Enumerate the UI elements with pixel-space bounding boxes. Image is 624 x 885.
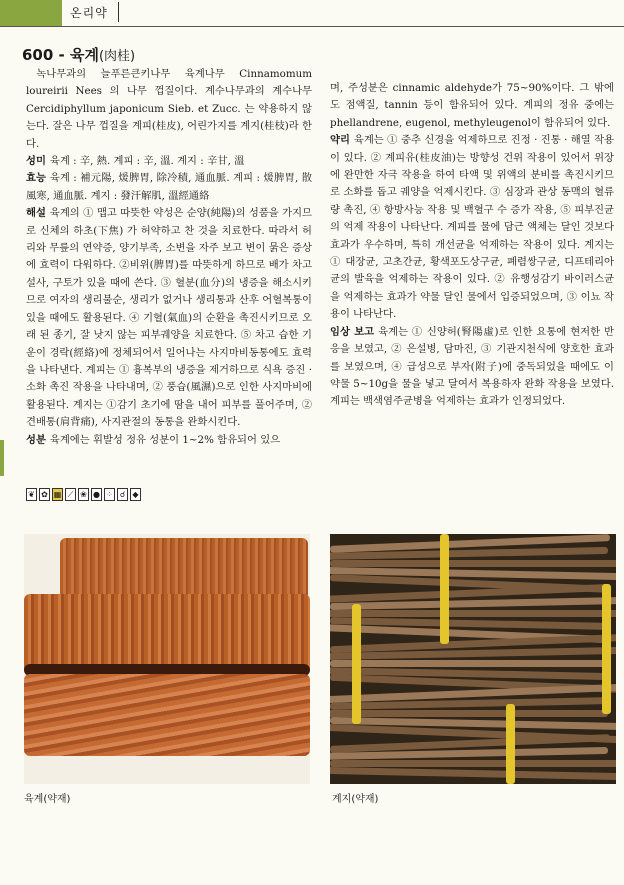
root-icon: ☌	[117, 488, 128, 501]
twig	[330, 760, 616, 767]
header-divider	[118, 2, 119, 22]
drop-icon: ◆	[130, 488, 141, 501]
seongmi-text: 육계 : 辛, 熱. 계피 : 辛, 溫. 계지 : 辛甘, 溫	[49, 155, 245, 168]
bark-piece-bottom	[24, 674, 310, 756]
branch-icon: ⟋	[65, 488, 76, 501]
yakri-section	[330, 132, 614, 323]
string-tie	[352, 604, 361, 724]
haeseol-section	[26, 205, 312, 431]
haeseol-label: 해설	[26, 207, 46, 220]
string-tie	[440, 534, 449, 644]
twig	[330, 710, 608, 717]
clinical-section	[330, 324, 614, 411]
twig	[330, 560, 616, 567]
leaf-icon: ❦	[26, 488, 37, 501]
caption-twigs: 계지(약재)	[332, 794, 379, 805]
seongbun-section	[26, 432, 312, 449]
hyoneung-section	[26, 170, 312, 205]
flower-icon: ❀	[78, 488, 89, 501]
hyoneung-text: 육계 : 補元陽, 煖脾胃, 除冷積, 通血脈. 계피 : 煖脾胃, 散風寒, 通血脈. 계지 : 發汗解肌, 溫經通絡	[26, 172, 312, 202]
bark-roll-top	[60, 538, 308, 600]
seongmi-section	[26, 153, 312, 170]
haeseol-text: 육계의 ① 맵고 따뜻한 약성은 순양(純陽)의 성품을 가지므로 신체의 하초(下焦) 가 허약하고 찬 것을 치료한다. 따라서 허리와 무릎의 연약증, 양기부족, 소변을 자주 보고 변이 묽은 증상에 효력이 다워하다. ②비위(脾胃)를 따뜻하게 하므로 배가 차고 설사, 구토가 있을 때에 쓴다. ③ 혈분(血分)의 냉증을 해소시키므로 여자의 생리불순, 생리가 없거나 생리통과 산후 어혈복통이 있을 때에도 활용된다. ④ 기혈(氣血)의 순환을 촉진시키므로 오래 된 종기, 잘 낫지 않는 피부궤양을 치료한다. ⑤ 차고 습한 기운이 경락(經絡)에 정체되어서 일어나는 사지마비동통에도 효력을 나타낸다. 계피는 ① 흉복부의 냉증을 제거하므로 식욕 증진 · 소화 촉진 작용을 나타내며, ② 풍습(風濕)으로 인한 사지마비에 활용된다. 계지는 ①감기 초기에 땀을 내어 피부를 풀어주며, ② 견배통(肩背痛), 사지관절의 동통을 완화시킨다.	[26, 207, 312, 429]
entry-hanja: (肉桂)	[98, 49, 136, 64]
part-icons-row	[26, 488, 141, 501]
string-tie	[506, 704, 515, 784]
sprout-icon: ✿	[39, 488, 50, 501]
left-column	[26, 66, 312, 449]
hyoneung-label: 효능	[26, 172, 46, 185]
seed-icon: ⁘	[104, 488, 115, 501]
clinical-label: 임상 보고	[330, 325, 375, 338]
entry-number-name: 600 - 육계	[22, 46, 99, 64]
yakri-label: 약리	[330, 134, 350, 147]
caption-cinnamon: 육계(약재)	[24, 794, 71, 805]
seongbun-continued: 며, 주성분은 cinnamic aldehyde가 75~90%이다. 그 밖에도 점액질, tannin 등이 함유되어 있다. 계피의 정유 중에는 phellandrene, eugenol, methyleugenol이 함유되어 있다.	[330, 82, 614, 129]
intro-text: 녹나무과의 늘푸른큰키나무 육계나무 Cinnamomum loureirii Nees 의 나무 껍질이다. 계수나무과의 계수나무 Cercidiphyllum japonicum Sieb. et Zucc. 는 약용하지 않는다. 잘은 나무 껍질을 계피(桂皮), 어린가지를 계지(桂枝)라 한다.	[26, 68, 312, 150]
cinnamon-bark-photo	[24, 534, 310, 784]
cinnamon-twigs-photo	[330, 534, 616, 784]
header-tab	[0, 0, 62, 26]
string-tie	[602, 584, 611, 714]
bark-icon: ▦	[53, 490, 62, 499]
section-title: 온리약	[70, 6, 108, 20]
right-column	[330, 80, 614, 411]
bark-roll-middle	[24, 594, 310, 674]
seongbun-label: 성분	[26, 433, 46, 446]
twig	[330, 610, 616, 617]
page-header	[0, 0, 624, 27]
seongmi-label: 성미	[26, 155, 46, 168]
entry-title	[22, 44, 135, 65]
yakri-text: 육계는 ① 중추 신경을 억제하므로 진정 · 진통 · 해열 작용이 있다. ② 계피유(桂皮油)는 방향성 건위 작용이 있어서 위장에 완만한 자극 작용을 하여 타액 및 위액의 분비를 촉진시키므로 소화를 돕고 궤양을 억제시킨다. ③ 심장과 관상 동맥의 혈류량 촉진, ④ 항방사능 작용 및 백혈구 수 증가 작용, ⑤ 피부진균의 억제 작용이 나타난다. 계피를 물에 담근 액체는 달인 것보다 효과가 우수하며, 특히 개선균을 억제하는 작용이 있다. 계지는 ① 대장균, 고초간균, 황색포도상구균, 폐렴쌍구균, 디프테리아균의 발육을 억제하는 작용이 있다. ② 유행성감기 바이러스균을 억제하는 효과가 약물 달인 물에서 입증되었으며, ③ 이뇨 작용이 나타난다.	[330, 134, 614, 321]
seongbun-text: 육계에는 휘발성 정유 성분이 1~2% 함유되어 있으	[49, 433, 281, 446]
fruit-icon: ●	[91, 488, 102, 501]
twig	[330, 767, 616, 780]
clinical-text: 육계는 ① 신양허(腎陽虛)로 인한 요통에 현저한 반응을 보였고, ② 은설병, 담마진, ③ 기관지천식에 양호한 효과를 보였으며, ④ 급성으로 부자(附子)에 중독되었을 때에도 이 약물 5~10g을 물을 넣고 달여서 복용하자 완화 작용을 보였다. 계피는 백색염주균병을 억제하는 효과가 인정되었다.	[330, 325, 614, 408]
margin-marker	[0, 440, 4, 476]
twig	[330, 660, 610, 667]
